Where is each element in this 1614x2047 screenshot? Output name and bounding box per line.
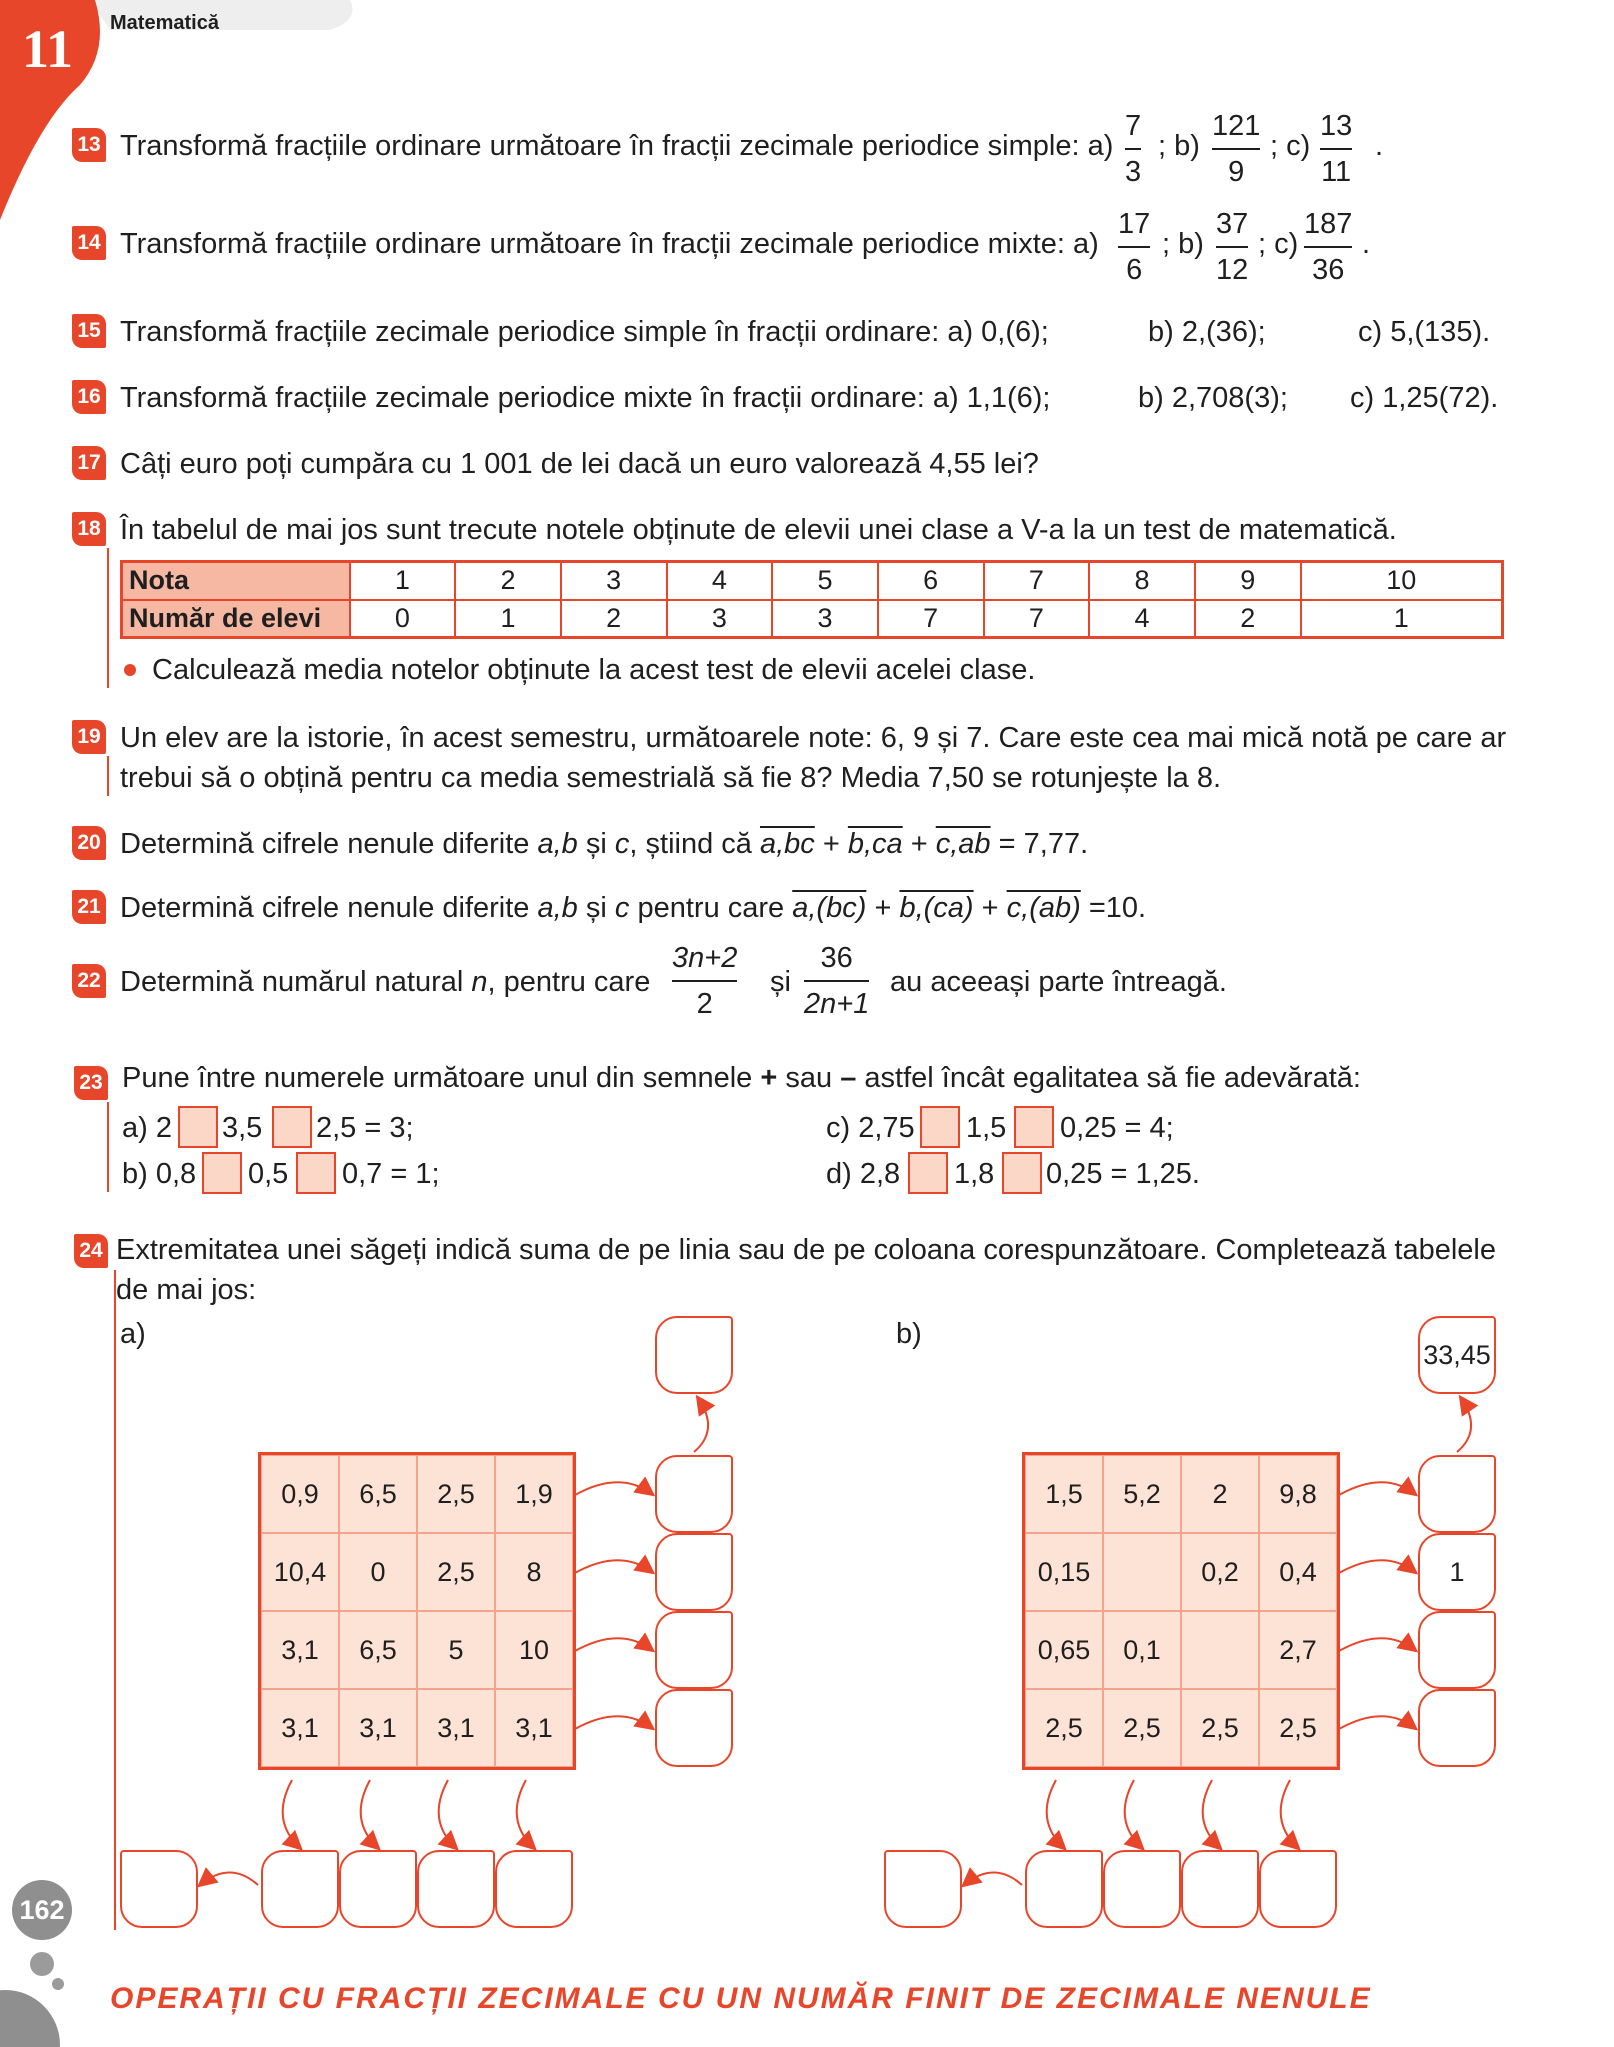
row-sum-box[interactable]: 1 [1418, 1533, 1496, 1611]
part-c: c) 5,(135). [1358, 316, 1491, 348]
arrow-down-icon [1125, 1780, 1142, 1848]
grid-cell: 5 [417, 1611, 495, 1689]
grid-cell: 3,1 [339, 1689, 417, 1767]
chapter-number: 11 [22, 19, 74, 79]
part-b: b) 2,(36); [1148, 316, 1266, 348]
grid-cell: 10 [495, 1611, 573, 1689]
grid-cell: 0,65 [1025, 1611, 1103, 1689]
arrow-up-icon [1457, 1398, 1471, 1452]
exercise-number: 18 [72, 512, 106, 546]
arrow-down-icon [517, 1780, 534, 1848]
exercise-text-line2: trebui să o obțină pentru ca media semestrială să fie 8? Media 7,50 se rotunjește la 8. [120, 762, 1222, 794]
grid-cell: 10,4 [261, 1533, 339, 1611]
table-cell: 7 [984, 600, 1090, 638]
table-cell: 3 [561, 562, 667, 600]
grid-cell: 1,9 [495, 1455, 573, 1533]
exercise-text-line1: Un elev are la istorie, în acest semestru, următoarele note: 6, 9 și 7. Care este cea mai mică notă pe care ar [120, 722, 1507, 754]
exercise-number: 13 [72, 128, 106, 162]
overlined-number: c,ab [935, 828, 991, 860]
arrow-right-icon [1339, 1482, 1415, 1495]
overlined-number: c,(ab) [1006, 892, 1081, 924]
equation-part: 0,25 = 4; [1060, 1112, 1174, 1144]
arrow-right-icon [575, 1638, 652, 1651]
table-cell: 0 [350, 600, 456, 638]
grid-cell: 0,2 [1181, 1533, 1259, 1611]
table-cell: 2 [1195, 600, 1301, 638]
equation-part: d) 2,8 [826, 1158, 901, 1190]
exercise-text: Câți euro poți cumpăra cu 1 001 de lei dacă un euro valorează 4,55 lei? [120, 448, 1039, 480]
footer-title: OPERAȚII CU FRACȚII ZECIMALE CU UN NUMĂR FINIT DE ZECIMALE NENULE [110, 1982, 1372, 2015]
grid-cell: 2,5 [1181, 1689, 1259, 1767]
arrow-right-icon [575, 1560, 652, 1573]
equation-part: 2,5 = 3; [316, 1112, 414, 1144]
exercise-number: 21 [72, 890, 106, 924]
exercise-number: 24 [74, 1234, 108, 1268]
equation-part: 0,5 [248, 1158, 289, 1190]
fraction: 37 12 [1216, 208, 1249, 286]
grid-cell: 1,5 [1025, 1455, 1103, 1533]
arrow-right-icon [575, 1482, 652, 1495]
fraction: 36 2n+1 [804, 942, 870, 1020]
subject-label: Matematică [110, 12, 219, 34]
exercise-number: 17 [72, 446, 106, 480]
table-cell: 8 [1089, 562, 1195, 600]
table-header-cell: Număr de elevi [122, 600, 350, 638]
grid-cell: 6,5 [339, 1611, 417, 1689]
fraction: 17 6 [1118, 208, 1151, 286]
fraction: 13 11 [1320, 110, 1353, 188]
separator: ; c) [1270, 130, 1311, 162]
grid-cell: 2,7 [1259, 1611, 1337, 1689]
equation-part: 1,5 [966, 1112, 1007, 1144]
grid-cell: 2,5 [417, 1533, 495, 1611]
table-cell: 7 [878, 600, 984, 638]
arrow-down-icon [439, 1780, 456, 1848]
table-cell: 3 [772, 600, 878, 638]
arrow-down-icon [361, 1780, 378, 1848]
grid-cell: 2,5 [1025, 1689, 1103, 1767]
exercise-number: 23 [74, 1066, 108, 1100]
separator: ; b) [1158, 130, 1200, 162]
decorative-dot [30, 1952, 54, 1976]
arrow-right-icon [1339, 1560, 1415, 1573]
table-cell: 2 [455, 562, 561, 600]
table-cell: 7 [984, 562, 1090, 600]
overlined-number: a,(bc) [792, 892, 867, 924]
grid-cell: 0,9 [261, 1455, 339, 1533]
sub-label-b: b) [896, 1318, 922, 1350]
table-cell: 1 [455, 600, 561, 638]
exercise-text: Transformă fracțiile ordinare următoare în fracții zecimale periodice mixte: a) [120, 228, 1099, 260]
exercise-text: Transformă fracțiile zecimale periodice mixte în fracții ordinare: a) 1,1(6); [120, 382, 1051, 414]
grid-cell: 2,5 [1259, 1689, 1337, 1767]
arrow-left-icon [964, 1873, 1022, 1886]
arrow-down-icon [1203, 1780, 1220, 1848]
arrow-right-icon [1339, 1716, 1415, 1729]
separator: ; b) [1162, 228, 1204, 260]
table-header-cell: Nota [122, 562, 350, 600]
exercise-text: Determină numărul natural n, pentru care [120, 966, 651, 998]
exercise-number: 14 [72, 226, 106, 260]
exercise-text-line1: Extremitatea unei săgeți indică suma de pe linia sau de pe coloana corespunzătoare. Completează tabelele [116, 1234, 1496, 1266]
exercise-number: 19 [72, 720, 106, 754]
grid-cell: 5,2 [1103, 1455, 1181, 1533]
sub-label-a: a) [120, 1318, 146, 1350]
equation-part: 1,8 [954, 1158, 995, 1190]
grid-cell: 0,4 [1259, 1533, 1337, 1611]
table-cell: 2 [561, 600, 667, 638]
arrow-left-icon [200, 1873, 258, 1886]
exercise-text: Transformă fracțiile ordinare următoare în fracții zecimale periodice simple: a) [120, 130, 1114, 162]
exercise-text: Determină cifrele nenule diferite a,b și c, știind că a,bc + b,ca + c,ab = 7,77. [120, 828, 1089, 860]
conjunction: și [770, 966, 791, 998]
equation-part: 3,5 [222, 1112, 263, 1144]
table-cell: 6 [878, 562, 984, 600]
fraction: 7 3 [1125, 110, 1142, 188]
grid-cell: 3,1 [261, 1689, 339, 1767]
fraction: 3n+2 2 [672, 942, 738, 1020]
arrow-down-icon [1047, 1780, 1064, 1848]
grid-cell: 0,15 [1025, 1533, 1103, 1611]
grid-cell: 6,5 [339, 1455, 417, 1533]
exercise-text: Pune între numerele următoare unul din semnele + sau – astfel încât egalitatea să fie adevărată: [122, 1062, 1361, 1094]
exercise-text: Determină cifrele nenule diferite a,b și c pentru care a,(bc) + b,(ca) + c,(ab) =10. [120, 892, 1147, 924]
table-cell: 5 [772, 562, 878, 600]
grid-cell: 2,5 [1103, 1689, 1181, 1767]
fraction: 187 36 [1304, 208, 1353, 286]
table-cell: 9 [1195, 562, 1301, 600]
grid-cell: 3,1 [495, 1689, 573, 1767]
arrow-down-icon [283, 1780, 300, 1848]
exercise-text: În tabelul de mai jos sunt trecute notele obținute de elevii unei clase a V-a la un test de matematică. [120, 514, 1397, 546]
table-cell: 3 [667, 600, 773, 638]
arrow-down-icon [1281, 1780, 1298, 1848]
table-cell: 10 [1301, 562, 1503, 600]
fraction: 121 9 [1212, 110, 1261, 188]
exercise-text: Transformă fracțiile zecimale periodice simple în fracții ordinare: a) 0,(6); [120, 316, 1049, 348]
equation-part: b) 0,8 [122, 1158, 197, 1190]
bullet-text: Calculează media notelor obținute la acest test de elevii acelei clase. [152, 654, 1036, 686]
separator: ; c) [1258, 228, 1299, 260]
grid-cell: 3,1 [417, 1689, 495, 1767]
grid-cell: 3,1 [261, 1611, 339, 1689]
equation-part: 0,7 = 1; [342, 1158, 440, 1190]
exercise-number: 22 [72, 964, 106, 998]
exercise-text-end: au aceeași parte întreagă. [890, 966, 1227, 998]
page-number: 162 [12, 1880, 72, 1940]
overlined-number: a,bc [759, 828, 815, 860]
arrow-up-icon [694, 1398, 708, 1452]
exercise-number: 20 [72, 826, 106, 860]
part-b: b) 2,708(3); [1138, 382, 1288, 414]
decorative-dot [52, 1978, 64, 1990]
period: . [1375, 130, 1384, 162]
part-c: c) 1,25(72). [1350, 382, 1499, 414]
exercise-number: 16 [72, 380, 106, 414]
exercise-text-line2: de mai jos: [116, 1274, 257, 1306]
grid-cell: 2,5 [417, 1455, 495, 1533]
arrow-right-icon [1339, 1638, 1415, 1651]
equation-part: 0,25 = 1,25. [1046, 1158, 1200, 1190]
overlined-number: b,(ca) [899, 892, 974, 924]
table-cell: 4 [1089, 600, 1195, 638]
table-cell: 1 [350, 562, 456, 600]
equation-part: a) 2 [122, 1112, 172, 1144]
grid-cell: 0,1 [1103, 1611, 1181, 1689]
table-cell: 4 [667, 562, 773, 600]
grid-cell: 0 [339, 1533, 417, 1611]
table-cell: 1 [1301, 600, 1503, 638]
grid-cell: 9,8 [1259, 1455, 1337, 1533]
arrow-right-icon [575, 1716, 652, 1729]
period: . [1362, 228, 1371, 260]
overlined-number: b,ca [847, 828, 903, 860]
equation-part: c) 2,75 [826, 1112, 915, 1144]
total-sum-box[interactable]: 33,45 [1418, 1316, 1496, 1394]
exercise-number: 15 [72, 314, 106, 348]
grid-cell: 8 [495, 1533, 573, 1611]
grid-cell: 2 [1181, 1455, 1259, 1533]
